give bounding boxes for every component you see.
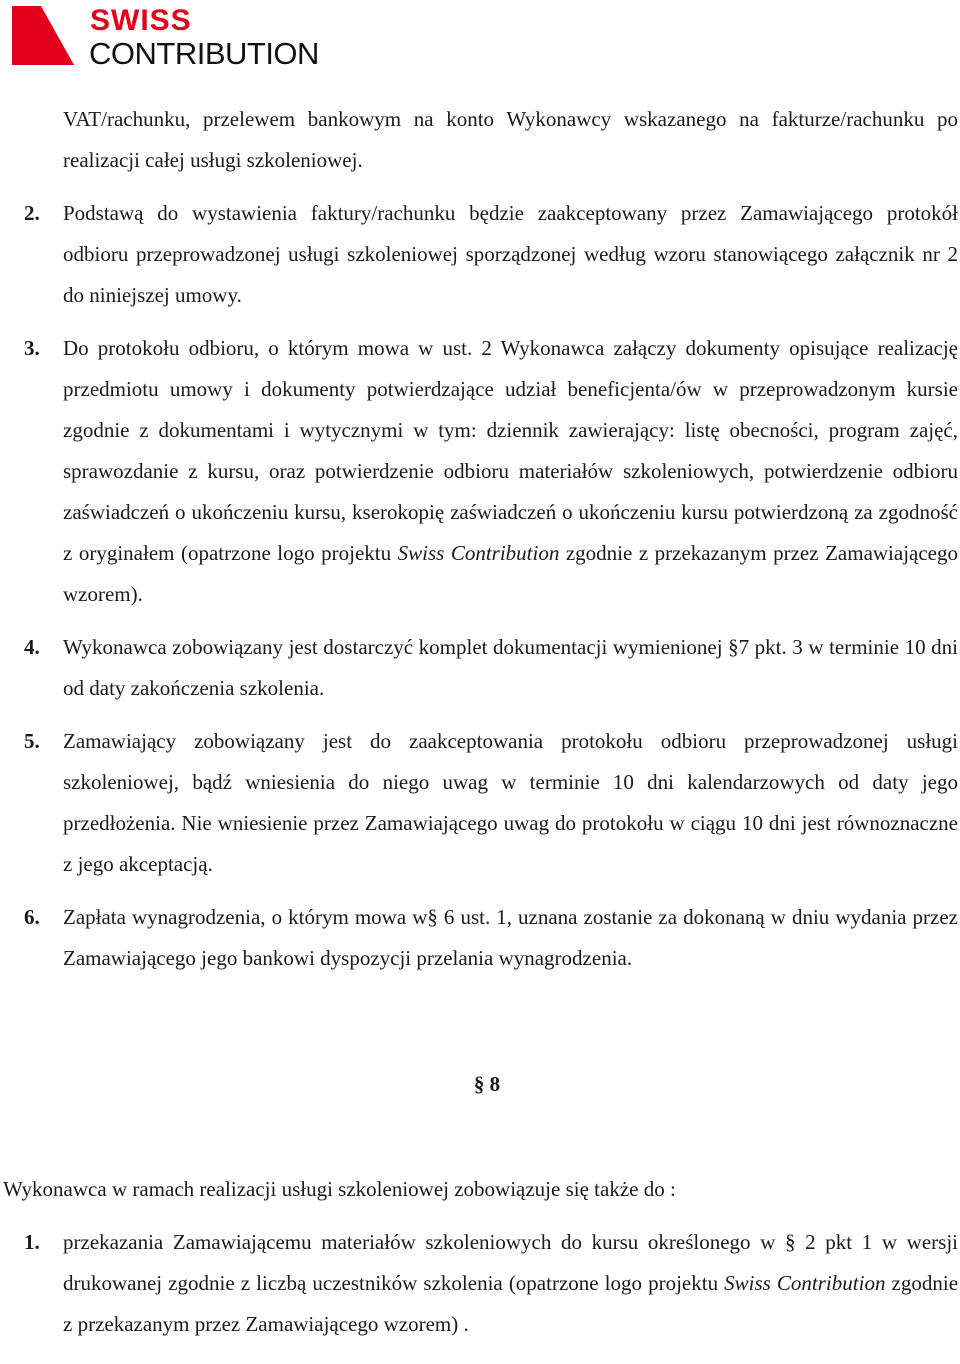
text-segment: Do protokołu odbioru, o którym mowa w ust. 2 Wykonawca załączy dokumenty opisujące realizację przedmiotu umowy i dokumenty potwierdzające udział beneficjenta/ów w przeprowadzonym kursie zgodnie z dokumentami i wytycznymi w tym: dziennik zawierający: listę obecności, program zajęć, sprawozdanie z kursu, oraz potwierdzenie odbioru materiałów szkoleniowych, potwierdzenie odbioru zaświadczeń o ukończeniu kursu, kserokopię zaświadczeń o ukończeniu kursu potwierdzoną za zgodność z oryginałem (opatrzone logo projektu xyxy=(63,336,958,565)
list-item xyxy=(0,721,960,885)
item-number: 2. xyxy=(24,201,40,225)
list-item xyxy=(0,1222,960,1345)
paragraph-text xyxy=(63,328,958,615)
section-heading: § 8 xyxy=(473,1072,501,1096)
list-item xyxy=(0,99,960,181)
project-name-italic: Swiss Contribution xyxy=(397,541,560,565)
item-number: 6. xyxy=(24,905,40,929)
swiss-contribution-logo xyxy=(12,4,332,71)
paragraph-text: Wykonawca zobowiązany jest dostarczyć komplet dokumentacji wymienionej §7 pkt. 3 w terminie 10 dni od daty zakończenia szkolenia. xyxy=(63,635,958,700)
item-number: 4. xyxy=(24,635,40,659)
list-item xyxy=(0,627,960,709)
text-segment: zgodnie z przekazanym przez Zamawiającego wzorem) . xyxy=(63,1271,959,1336)
text-segment: zgodnie z przekazanym przez Zamawiającego wzorem). xyxy=(63,541,959,606)
text-segment: przekazania Zamawiającemu materiałów szkoleniowych do kursu określonego w § 2 pkt 1 w wersji drukowanej zgodnie z liczbą uczestników szkolenia (opatrzone logo projektu xyxy=(63,1230,958,1295)
paragraph-text: Podstawą do wystawienia faktury/rachunku będzie zaakceptowany przez Zamawiającego protokół odbioru przeprowadzonej usługi szkoleniowej sporządzonej według wzoru stanowiącego załącznik nr 2 do niniejszej umowy. xyxy=(63,201,958,307)
paragraph-text: Zamawiający zobowiązany jest do zaakceptowania protokołu odbioru przeprowadzonej usługi szkoleniowej, bądź wniesienia do niego uwag w terminie 10 dni kalendarzowych od daty jego przedłożenia. Nie wniesienie przez Zamawiającego uwag do protokołu w ciągu 10 dni jest równoznaczne z jego akceptacją. xyxy=(63,729,958,876)
document-body xyxy=(0,99,960,1345)
item-number: 3. xyxy=(24,336,40,360)
list-item xyxy=(0,328,960,615)
item-number: 5. xyxy=(24,729,40,753)
list-item xyxy=(0,897,960,979)
logo-text-contribution: CONTRIBUTION xyxy=(89,36,319,71)
paragraph-text: VAT/rachunku, przelewem bankowym na konto Wykonawcy wskazanego na fakturze/rachunku po realizacji całej usługi szkoleniowej. xyxy=(63,107,958,172)
list-item xyxy=(0,193,960,316)
logo-text-swiss: SWISS xyxy=(90,4,192,37)
paragraph-text: Zapłata wynagrodzenia, o którym mowa w§ 6 ust. 1, uznana zostanie za dokonaną w dniu wydania przez Zamawiającego jego bankowi dyspozycji przelania wynagrodzenia. xyxy=(63,905,958,970)
section-intro: Wykonawca w ramach realizacji usługi szkoleniowej zobowiązuje się także do : xyxy=(3,1177,676,1201)
logo-flag-icon xyxy=(12,6,74,65)
paragraph-text xyxy=(63,1222,958,1345)
item-number: 1. xyxy=(24,1230,40,1254)
project-name-italic: Swiss Contribution xyxy=(724,1271,886,1295)
